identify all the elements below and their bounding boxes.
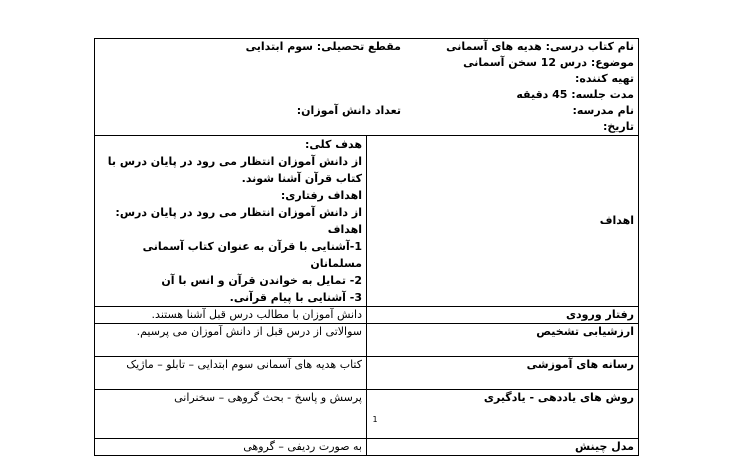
general-goal-text: از دانش آموزان انتظار می رود در پایان درس با کتاب قرآن آشنا شوند. [107,155,362,185]
behavioral-goals-title: اهداف رفتاری: [280,189,362,202]
row-label: مدل چینش [367,439,639,456]
row-label: رفتار ورودی [367,307,639,324]
goals-row [95,136,639,307]
header-cell [95,39,639,136]
header-line [99,39,634,55]
date: تاریخ: [602,120,634,133]
entry-behavior-row [95,307,639,324]
lesson-plan-table [94,38,639,456]
row-text: سوالاتی از درس قبل از دانش آموزان می پرسیم. [95,324,367,357]
goals-content [95,136,367,307]
goal-item: 3- آشنایی با پیام قرآنی. [229,291,362,304]
behavioral-goals-intro: از دانش آموزان انتظار می رود در پایان درس: [115,206,362,219]
row-text: دانش آموزان با مطالب درس قبل آشنا هستند. [95,307,367,324]
school: نام مدرسه: [572,104,634,117]
row-text: کتاب هدیه های آسمانی سوم ابتدایی – تابلو – ماژیک [95,357,367,390]
row-label: ارزشیابی تشخیص [367,324,639,357]
row-label: رسانه های آموزشی [367,357,639,390]
student-count: تعداد دانش آموزان: [296,104,401,117]
page-number: 1 [372,415,378,424]
row-label: روش های یاددهی - یادگیری [367,390,639,439]
goal-item: 1-آشنایی با قرآن به عنوان کتاب آسمانی مسلمانان [142,240,362,270]
general-goal-title: هدف کلی: [304,138,362,151]
header-row [95,39,639,136]
topic: موضوع: درس 12 سخن آسمانی [463,56,634,69]
aims-title: اهداف [327,223,362,236]
duration: مدت جلسه: 45 دقیقه [516,88,634,101]
teaching-media-row [95,357,639,390]
seating-model-row [95,439,639,456]
header-line [99,103,634,119]
preparer: تهیه کننده: [574,72,634,85]
row-text: پرسش و پاسخ - بحث گروهی – سخنرانی [95,390,367,439]
grade: مقطع تحصیلی: سوم ابتدایی [245,40,401,53]
teaching-methods-row [95,390,639,439]
book-name: نام کتاب درسی: هدیه های آسمانی [446,40,634,53]
row-text: به صورت ردیفی – گروهی [95,439,367,456]
diagnostic-evaluation-row [95,324,639,357]
goal-item: 2- تمایل به خواندن قرآن و انس با آن [161,274,362,287]
goals-label: اهداف [367,136,639,307]
